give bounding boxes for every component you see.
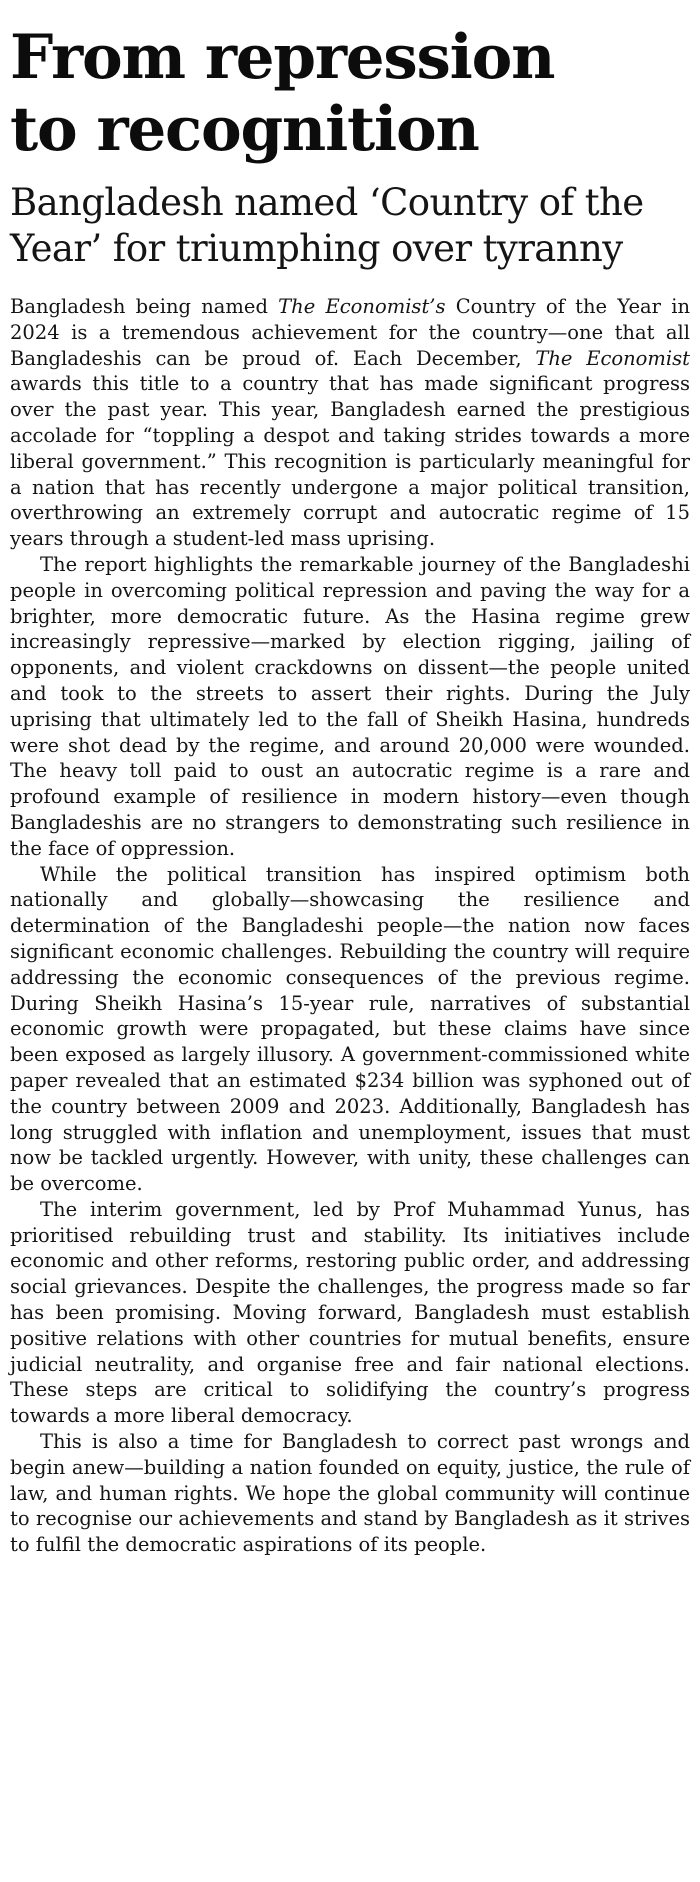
- paragraph-2: The report highlights the remarkable journey of the Bangladeshi people in overcoming political repression and paving the way for a brighter, more democratic future. As the Hasina regime grew increasingly repressive—marked by election rigging, jailing of opponents, and violent crackdowns on dissent—the people united and took to the streets to assert their rights. During the July uprising that ultimately led to the fall of Sheikh Hasina, hundreds were shot dead by the regime, and around 20,000 were wounded. The heavy toll paid to oust an autocratic regime is a rare and profound example of resilience in modern history—even though Bangladeshis are no strangers to demonstrating such resilience in the face of oppression.: [10, 552, 690, 860]
- paragraph-1: [10, 294, 690, 552]
- paragraph-5: This is also a time for Bangladesh to correct past wrongs and begin anew—building a nation founded on equity, justice, the rule of law, and human rights. We hope the global community will continue to recognise our achievements and stand by Bangladesh as it strives to fulfil the democratic aspirations of its people.: [10, 1430, 690, 1557]
- subheadline: Bangladesh named ‘Country of the Year’ for triumphing over tyranny: [10, 181, 644, 270]
- paragraph-4: The interim government, led by Prof Muhammad Yunus, has prioritised rebuilding trust and stability. Its initiatives include economic and other reforms, restoring public order, and addressing social grievances. Despite the challenges, the progress made so far has been promising. Moving forward, Bangladesh must establish positive relations with other countries for mutual benefits, ensure judicial neutrality, and organise free and fair national elections. These steps are critical to solidifying the country’s progress towards a more liberal democracy.: [10, 1197, 690, 1428]
- paragraph-1-text-c: Country of the Year in 2024 is a tremendous achievement for the country—one that all Bangladeshis can be proud of. Each December,: [10, 295, 690, 370]
- publication-name-possessive: The Economist’s: [278, 295, 446, 318]
- headline: [10, 22, 690, 166]
- paragraph-1-text-e: awards this title to a country that has made significant progress over the past year. This year, Bangladesh earned the prestigious accolade for “toppling a despot and taking strides towards a more liberal government.” This recognition is particularly meaningful for a nation that has recently undergone a major political transition, overthrowing an extremely corrupt and autocratic regime of 15 years through a student-led mass uprising.: [10, 372, 690, 551]
- publication-name: The Economist: [535, 346, 690, 370]
- paragraph-1-text-a: Bangladesh being named: [10, 295, 279, 318]
- headline-line-1: From repression: [10, 22, 555, 93]
- editorial-article: [10, 0, 690, 1558]
- paragraph-3: While the political transition has inspired optimism both nationally and globally—showcasing the resilience and determination of the Bangladeshi people—the nation now faces significant economic challenges. Rebuilding the country will require addressing the economic consequences of the previous regime. During Sheikh Hasina’s 15-year rule, narratives of substantial economic growth were propagated, but these claims have since been exposed as largely illusory. A government-commissioned white paper revealed that an estimated $234 billion was syphoned out of the country between 2009 and 2023. Additionally, Bangladesh has long struggled with inflation and unemployment, issues that must now be tackled urgently. However, with unity, these challenges can be overcome.: [10, 862, 690, 1196]
- article-body: [10, 294, 690, 1558]
- headline-line-2: to recognition: [10, 94, 479, 165]
